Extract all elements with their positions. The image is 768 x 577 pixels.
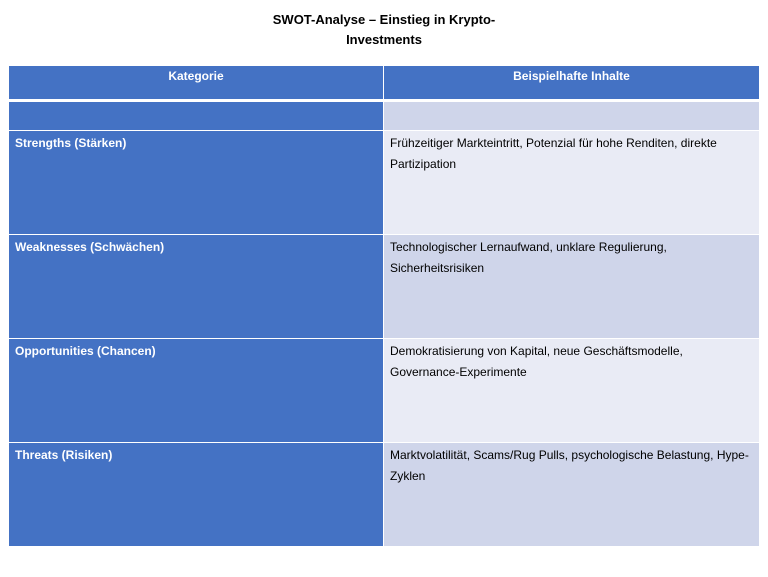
- content-cell: Marktvolatilität, Scams/Rug Pulls, psychologische Belastung, Hype-Zyklen: [384, 443, 760, 547]
- empty-content-cell: [384, 101, 760, 131]
- content-cell: Technologischer Lernaufwand, unklare Regulierung, Sicherheitsrisiken: [384, 235, 760, 339]
- content-cell: Demokratisierung von Kapital, neue Geschäftsmodelle, Governance-Experimente: [384, 339, 760, 443]
- column-header-category: Kategorie: [9, 66, 384, 101]
- title-line-2: Investments: [346, 32, 422, 47]
- table-row-strengths: [9, 131, 760, 235]
- table-row-threats: [9, 443, 760, 547]
- table-header-row: [9, 66, 760, 101]
- empty-row: [9, 101, 760, 131]
- category-cell: Threats (Risiken): [9, 443, 384, 547]
- swot-table: [8, 65, 760, 547]
- category-cell: Opportunities (Chancen): [9, 339, 384, 443]
- content-cell: Frühzeitiger Markteintritt, Potenzial für hohe Renditen, direkte Partizipation: [384, 131, 760, 235]
- column-header-content: Beispielhafte Inhalte: [384, 66, 760, 101]
- category-cell: Strengths (Stärken): [9, 131, 384, 235]
- table-row-weaknesses: [9, 235, 760, 339]
- page-title: [234, 10, 534, 50]
- title-line-1: SWOT-Analyse – Einstieg in Krypto-: [272, 12, 496, 27]
- category-cell: Weaknesses (Schwächen): [9, 235, 384, 339]
- table-row-opportunities: [9, 339, 760, 443]
- empty-category-cell: [9, 101, 384, 131]
